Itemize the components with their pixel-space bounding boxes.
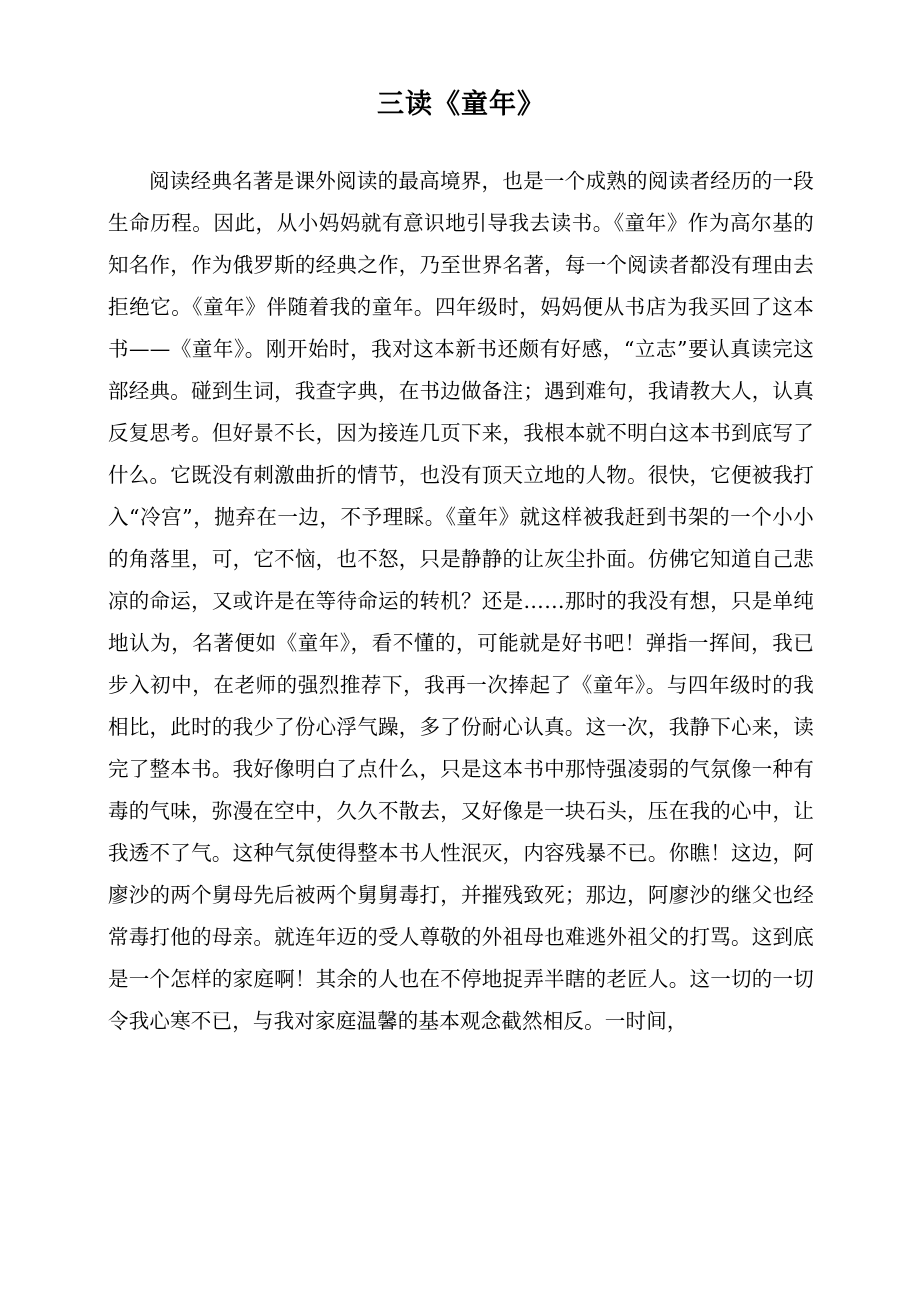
page-title: 三读《童年》: [377, 89, 545, 120]
body-paragraph: 阅读经典名著是课外阅读的最高境界，也是一个成熟的阅读者经历的一段生命历程。因此，从小妈妈就有意识地引导我去读书。《童年》作为高尔基的知名作，作为俄罗斯的经典之作，乃至世界名著，每一个阅读者都没有理由去拒绝它。《童年》伴随着我的童年。四年级时，妈妈便从书店为我买回了这本书——《童年》。刚开始时，我对这本新书还颇有好感，“立志”要认真读完这部经典。碰到生词，我查字典，在书边做备注；遇到难句，我请教大人，认真反复思考。但好景不长，因为接连几页下来，我根本就不明白这本书到底写了什么。它既没有刺激曲折的情节，也没有顶天立地的人物。很快，它便被我打入“冷宫”，抛弃在一边，不予理睬。《童年》就这样被我赶到书架的一个小小的角落里，可，它不恼，也不怒，只是静静的让灰尘扑面。仿佛它知道自己悲凉的命运，又或许是在等待命运的转机？还是……那时的我没有想，只是单纯地认为，名著便如《童年》，看不懂的，可能就是好书吧！弹指一挥间，我已步入初中，在老师的强烈推荐下，我再一次捧起了《童年》。与四年级时的我相比，此时的我少了份心浮气躁，多了份耐心认真。这一次，我静下心来，读完了整本书。我好像明白了点什么，只是这本书中那恃强凌弱的气氛像一种有毒的气味，弥漫在空中，久久不散去，又好像是一块石头，压在我的心中，让我透不了气。这种气氛使得整本书人性泯灭，内容残暴不已。你瞧！这边，阿廖沙的两个舅母先后被两个舅舅毒打，并摧残致死；那边，阿廖沙的继父也经常毒打他的母亲。就连年迈的受人尊敬的外祖母也难逃外祖父的打骂。这到底是一个怎样的家庭啊！其余的人也在不停地捉弄半瞎的老匠人。这一切的一切令我心寒不已，与我对家庭温馨的基本观念截然相反。一时间，: [108, 168, 814, 1033]
document-body: [108, 86, 814, 1042]
